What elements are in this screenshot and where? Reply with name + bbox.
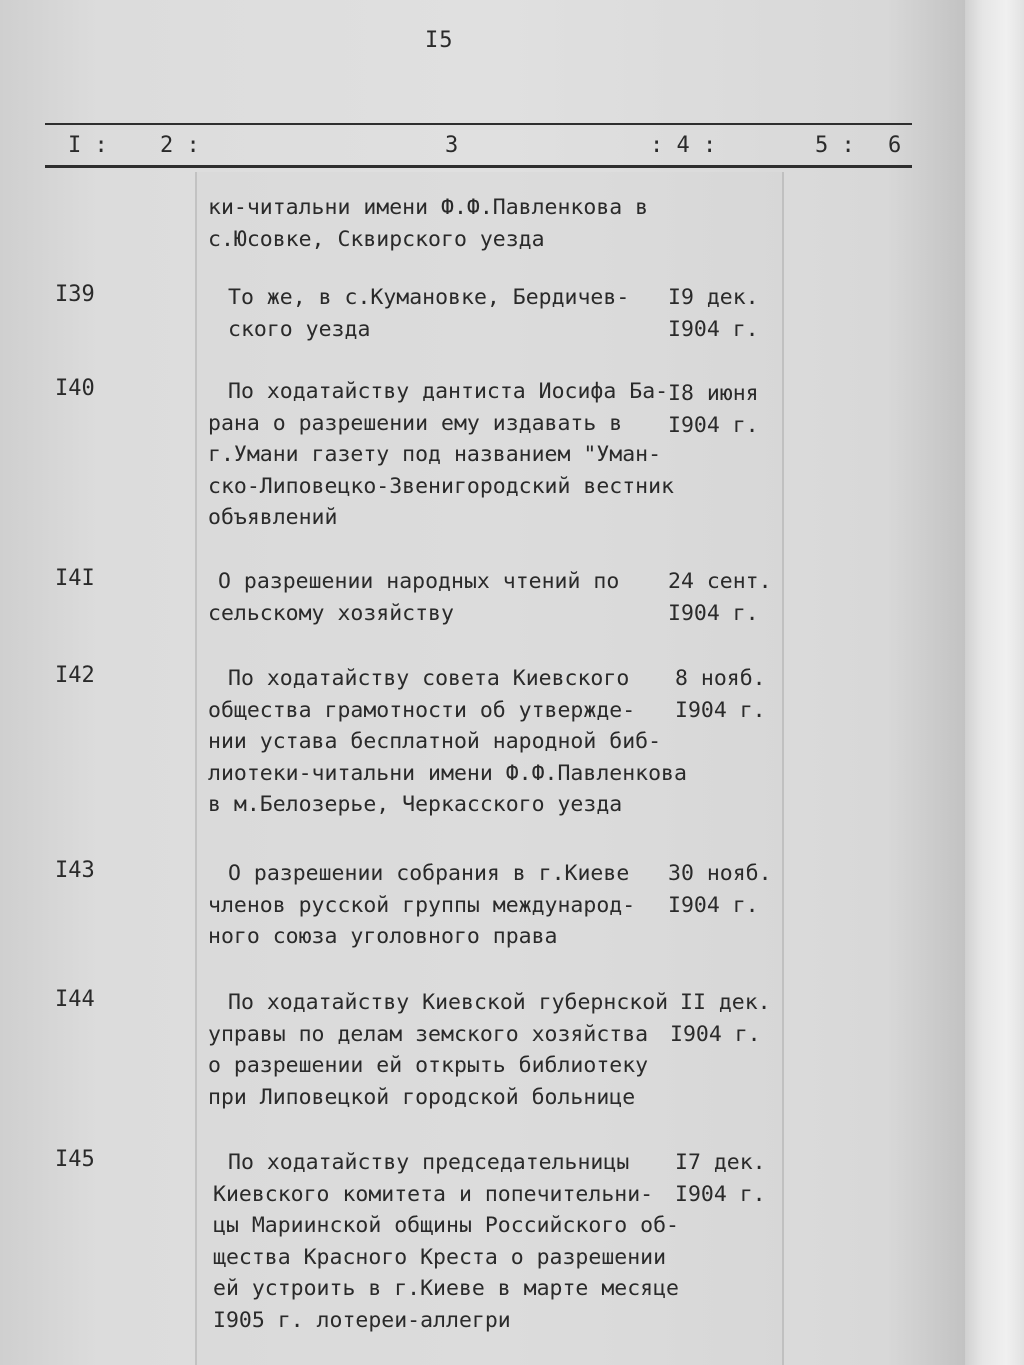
entry-description [208,663,698,821]
text-line: ки-читальни имени Ф.Ф.Павленкова в [208,195,649,220]
text-line: То же, в с.Кумановке, Бердичев- [228,285,630,310]
entry-description [208,858,698,953]
text-line: I905 г. лотереи-аллегри [213,1307,511,1333]
text-line: членов русской группы международ- [208,892,636,918]
text-line: г.Умани газету под названием "Уман- [208,442,662,467]
continuation-text [208,192,678,255]
date-line: 24 сент. [668,569,772,594]
date-line: I9 дек. [668,285,759,310]
entry-number: I40 [55,376,95,401]
date-line: I904 г. [668,600,759,626]
date-line: I8 июня [668,381,759,406]
text-line: ско-Липовецко-Звенигородский вестник [208,473,674,499]
text-line: с.Юсовке, Сквирского уезда [208,226,545,252]
header-col-1: I : [68,133,108,158]
entry-date [670,987,771,1050]
entry-date [668,858,772,921]
text-line: цы Мариинской общины Российского об- [213,1213,679,1238]
page-number: I5 [425,28,454,53]
date-line: I904 г. [668,892,759,918]
entry-description [208,566,688,629]
date-line: I904 г. [675,697,766,723]
entry-number: I43 [55,858,95,883]
entry-number: I4I [55,566,95,591]
header-col-2: 2 : [160,133,200,158]
text-line: По ходатайству председательницы [228,1150,630,1175]
entry-description [208,376,698,534]
header-col-6: 6 [888,133,902,158]
entry-date [668,282,759,345]
text-line: По ходатайству дантиста Иосифа Ба- [228,379,669,404]
date-line: I904 г. [668,316,759,342]
entry-date [675,1147,766,1210]
text-line: ского уезда [228,316,371,342]
date-line: 30 нояб. [668,861,772,886]
date-line: II дек. [680,990,771,1015]
entry-description [228,282,698,345]
text-line: рана о разрешении ему издавать в [208,410,623,436]
text-line: О разрешении собрания в г.Киеве [228,861,630,886]
header-top-rule [45,123,912,125]
entry-description [208,987,698,1113]
header-col-3: 3 [445,133,459,158]
text-line: сельскому хозяйству [208,600,454,626]
header-col-5: 5 : [815,133,855,158]
text-line: ей устроить в г.Киеве в марте месяце [213,1276,679,1301]
page-edge [965,0,1024,1365]
text-line: в м.Белозерье, Черкасского уезда [208,792,623,817]
date-line: I904 г. [668,412,759,438]
entry-number: I44 [55,987,95,1012]
date-line: I904 г. [670,1021,761,1047]
text-line: нии устава бесплатной народной биб- [208,729,662,754]
entry-date [668,378,759,441]
text-line: О разрешении народных чтений по [218,569,620,594]
entry-number: I42 [55,663,95,688]
text-line: щества Красного Креста о разрешении [213,1244,667,1270]
header-col-4: : 4 : [650,133,717,158]
text-line: ного союза уголовного права [208,924,558,949]
date-line: I7 дек. [675,1150,766,1175]
text-line: объявлений [208,505,338,530]
entry-date [668,566,772,629]
entry-date [675,663,766,726]
text-line: управы по делам земского хозяйства [208,1021,649,1047]
entry-description [213,1147,698,1336]
date-line: I904 г. [675,1181,766,1207]
text-line: По ходатайству Киевской губернской [228,990,669,1015]
text-line: Киевского комитета и попечительни- [213,1181,654,1207]
date-line: 8 нояб. [675,666,766,691]
entry-number: I39 [55,282,95,307]
text-line: при Липовецкой городской больнице [208,1084,636,1110]
header-bottom-rule [45,165,912,168]
entry-number: I45 [55,1147,95,1172]
text-line: лиотеки-читальни имени Ф.Ф.Павленкова [208,760,687,786]
text-line: По ходатайству совета Киевского [228,666,630,691]
text-line: о разрешении ей открыть библиотеку [208,1053,649,1078]
text-line: общества грамотности об утвержде- [208,697,636,723]
